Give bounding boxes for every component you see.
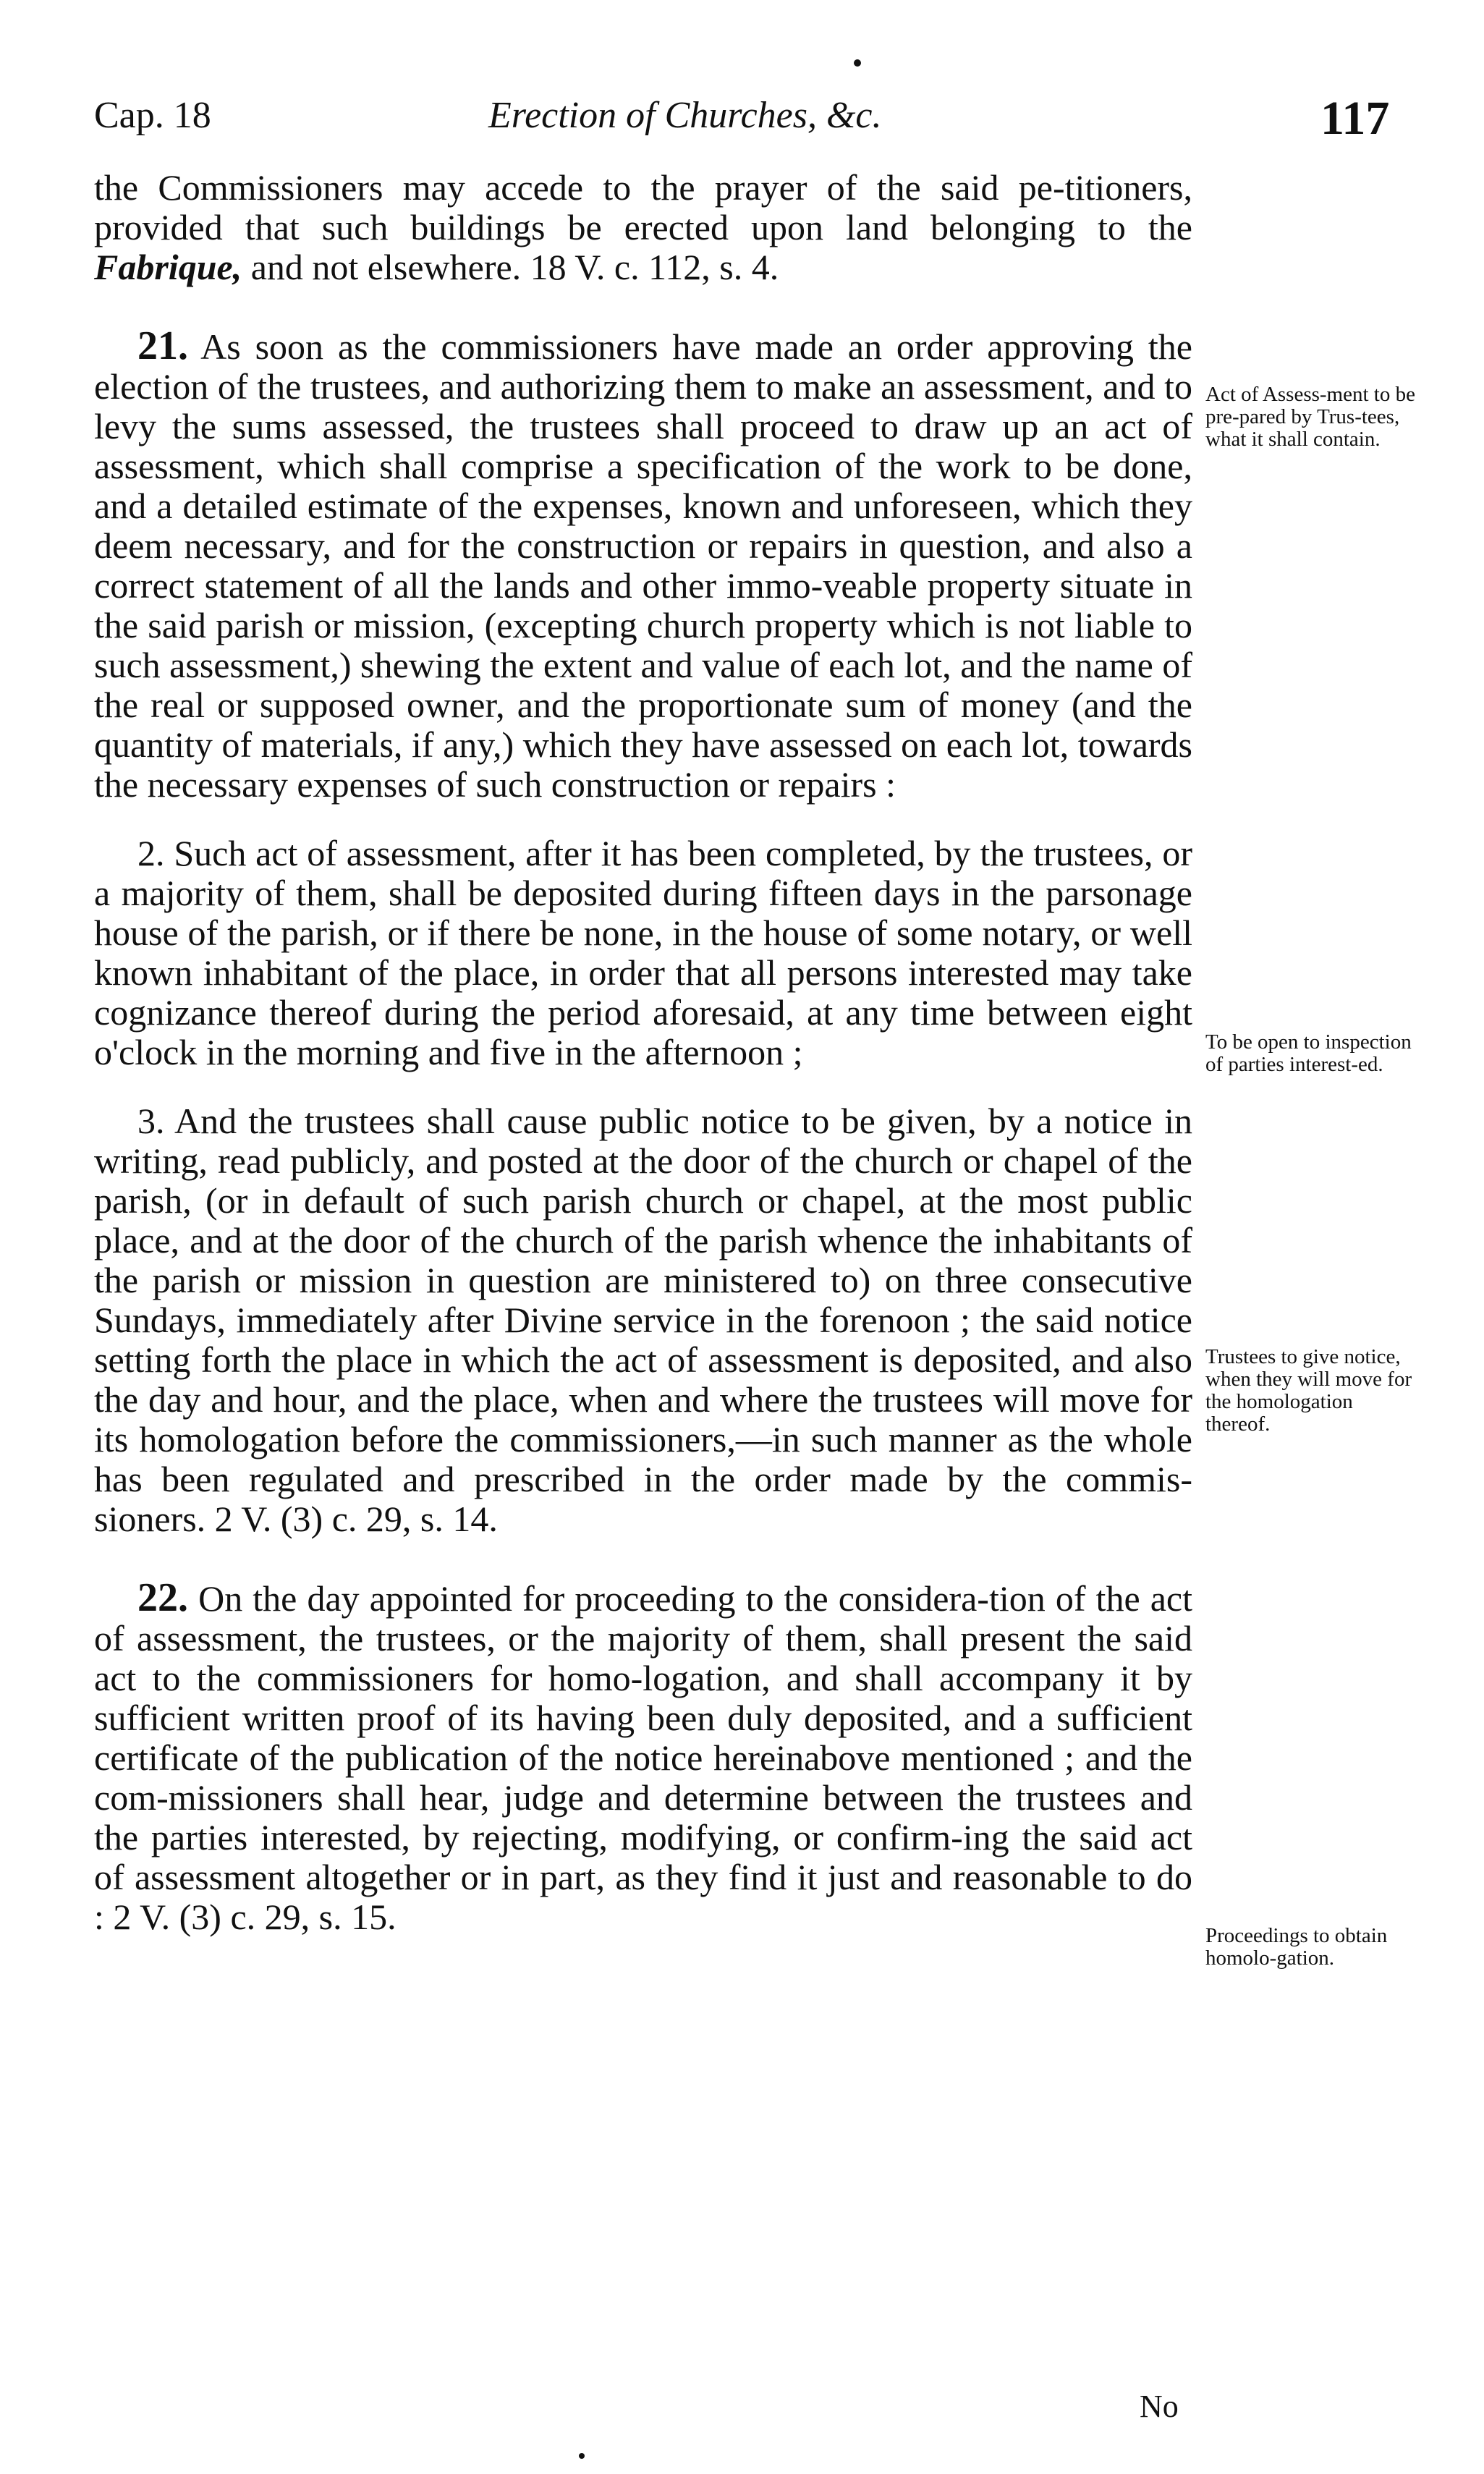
section-22: 22. On the day appointed for proceeding to the considera-tion of the act of assessment, the trustees, or the majority of them, shall present the said act to the commissioners for homo-logation, and shall accompany it by sufficient written proof of its having been duly deposited, and a sufficient certificate of the publication of the notice hereinabove mentioned ; and the com-missioners shall hear, judge and determine between the trustees and the parties interested, by rejecting, modifying, or confirm-ing the said act of assessment altogether or in part, as they find it just and reasonable to do : 2 V. (3) c. 29, s. 15.: [94, 1575, 1192, 1937]
page-number: 117: [1320, 92, 1390, 145]
margin-note-public-notice: Trustees to give notice, when they will move for the homologation thereof.: [1205, 1345, 1412, 1436]
printer-mark-dot: [579, 2453, 585, 2459]
fabrique-term: Fabrique,: [94, 247, 242, 287]
section-21-subsection-3: 3. And the trustees shall cause public notice to be given, by a notice in writing, read publicly, and posted at the door of the church or chapel of the parish, (or in default of such parish church or chapel, at the most public place, and at the door of the church of the parish whence the inhabitants of the parish or mission in question are ministered to) on three consecutive Sundays, immediately after Divine service in the forenoon ; the said notice setting forth the place in which the act of assessment is deposited, and also the day and hour, and the place, when and where the trustees will move for its homologation before the commissioners,—in such manner as the whole has been regulated and prescribed in the order made by the commis-sioners. 2 V. (3) c. 29, s. 14.: [94, 1101, 1192, 1539]
continued-paragraph: the Commissioners may accede to the prayer of the said pe-titioners, provided that such buildings be erected upon land belonging to the Fabrique, and not elsewhere. 18 V. c. 112, s. 4.: [94, 167, 1192, 287]
section-number-22: 22.: [137, 1575, 188, 1620]
running-title: Erection of Churches, &c.: [488, 95, 882, 136]
running-header: [94, 85, 1389, 151]
section-21-subsection-2: 2. Such act of assessment, after it has been completed, by the trustees, or a majority of them, shall be deposited during fifteen days in the parsonage house of the parish, or if there be none, in the house of some notary, or well known inhabitant of the place, in order that all persons interested may take cognizance thereof during the period aforesaid, at any time between eight o'clock in the morning and five in the afternoon ;: [94, 833, 1192, 1072]
margin-note-assessment: Act of Assess-ment to be pre-pared by Trus-tees, what it shall contain.: [1205, 383, 1415, 451]
catchword: No: [1140, 2389, 1179, 2424]
section-21: 21. As soon as the commissioners have made an order approving the election of the trustees, and authorizing them to make an assessment, and to levy the sums assessed, the trustees shall proceed to draw up an act of assessment, which shall comprise a specification of the work to be done, and a detailed estimate of the expenses, known and unforeseen, which they deem necessary, and for the construction or repairs in question, and also a correct statement of all the lands and other immo-veable property situate in the said parish or mission, (excepting church property which is not liable to such assessment,) shewing the extent and value of each lot, and the name of the real or supposed owner, and the proportionate sum of money (and the quantity of materials, if any,) which they have assessed on each lot, towards the necessary expenses of such construction or repairs :: [94, 323, 1192, 805]
chapter-label: Cap. 18: [94, 95, 211, 136]
margin-note-homologation: Proceedings to obtain homolo-gation.: [1205, 1924, 1388, 1970]
section-number-21: 21.: [137, 323, 188, 368]
printer-mark-dot: [854, 59, 861, 67]
margin-note-inspection: To be open to inspection of parties interest-ed.: [1205, 1030, 1412, 1076]
main-text-column: [94, 168, 1192, 1937]
